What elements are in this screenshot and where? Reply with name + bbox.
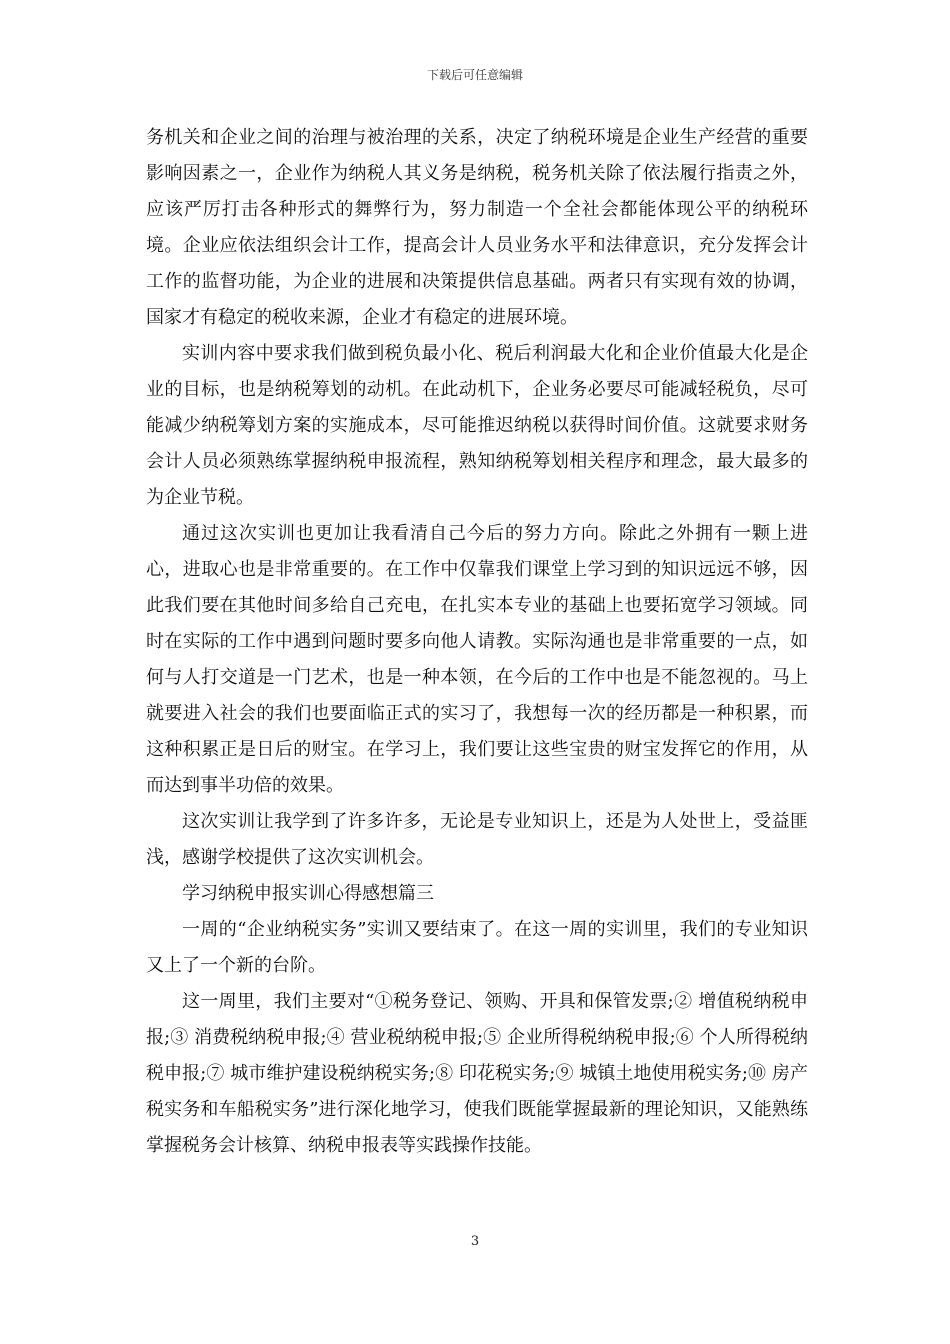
paragraph-training-goals: 实训内容中要求我们做到税负最小化、税后利润最大化和企业价值最大化是企业的目标，也是纳税筹划的动机。在此动机下，企业务必要尽可能减轻税负，尽可能减少纳税筹划方案的实施成本，尽可能推迟纳税以获得时间价值。这就要求财务会计人员必须熟练掌握纳税申报流程，熟知纳税筹划相关程序和理念，最大最多的为企业节税。 [146,343,808,508]
page-header-note: 下载后可任意编辑 [426,68,523,82]
paragraph-gratitude: 这次实训让我学到了许多许多，无论是专业知识上，还是为人处世上，受益匪浅，感谢学校提供了这次实训机会。 [146,811,808,868]
section-heading: 学习纳税申报实训心得感想篇三 [182,883,434,904]
paragraph-future-direction: 通过这次实训也更加让我看清自己今后的努力方向。除此之外拥有一颗上进心，进取心也是非常重要的。在工作中仅靠我们课堂上学习到的知识远远不够，因此我们要在其他时间多给自己充电，在扎实本专业的基础上也要拓宽学习领域。同时在实际的工作中遇到问题时要多向他人请教。实际沟通也是非常重要的一点，如何与人打交道是一门艺术，也是一种本领，在今后的工作中也是不能忽视的。马上就要进入社会的我们也要面临正式的实习了，我想每一次的经历都是一种积累，而这种积累正是日后的财宝。在学习上，我们要让这些宝贵的财宝发挥它的作用，从而达到事半功倍的效果。 [146,523,808,796]
paragraph-topics-list: 这一周里，我们主要对“①税务登记、领购、开具和保管发票;② 增值税纳税申报;③ 消费税纳税申报;④ 营业税纳税申报;⑤ 企业所得税纳税申报;⑥ 个人所得税纳税申报;⑦ 城市维护建设税纳税实务;⑧ 印花税实务;⑨ 城镇土地使用税实务;⑩ 房产税实务和车船税实务”进行深化地学习，使我们既能掌握最新的理论知识，又能熟练掌握税务会计核算、纳税申报表等实践操作技能。 [146,991,808,1156]
document-body [146,120,808,1164]
paragraph-week-summary: 一周的“企业纳税实务”实训又要结束了。在这一周的实训里，我们的专业知识又上了一个新的台阶。 [146,919,808,976]
page-number: 3 [470,1234,480,1249]
paragraph-continuation: 务机关和企业之间的治理与被治理的关系，决定了纳税环境是企业生产经营的重要影响因素之一，企业作为纳税人其义务是纳税，税务机关除了依法履行指责之外，应该严厉打击各种形式的舞弊行为，努力制造一个全社会都能体现公平的纳税环境。企业应依法组织会计工作，提高会计人员业务水平和法律意识，充分发挥会计工作的监督功能，为企业的进展和决策提供信息基础。两者只有实现有效的协调，国家才有稳定的税收来源，企业才有稳定的进展环境。 [146,127,808,328]
